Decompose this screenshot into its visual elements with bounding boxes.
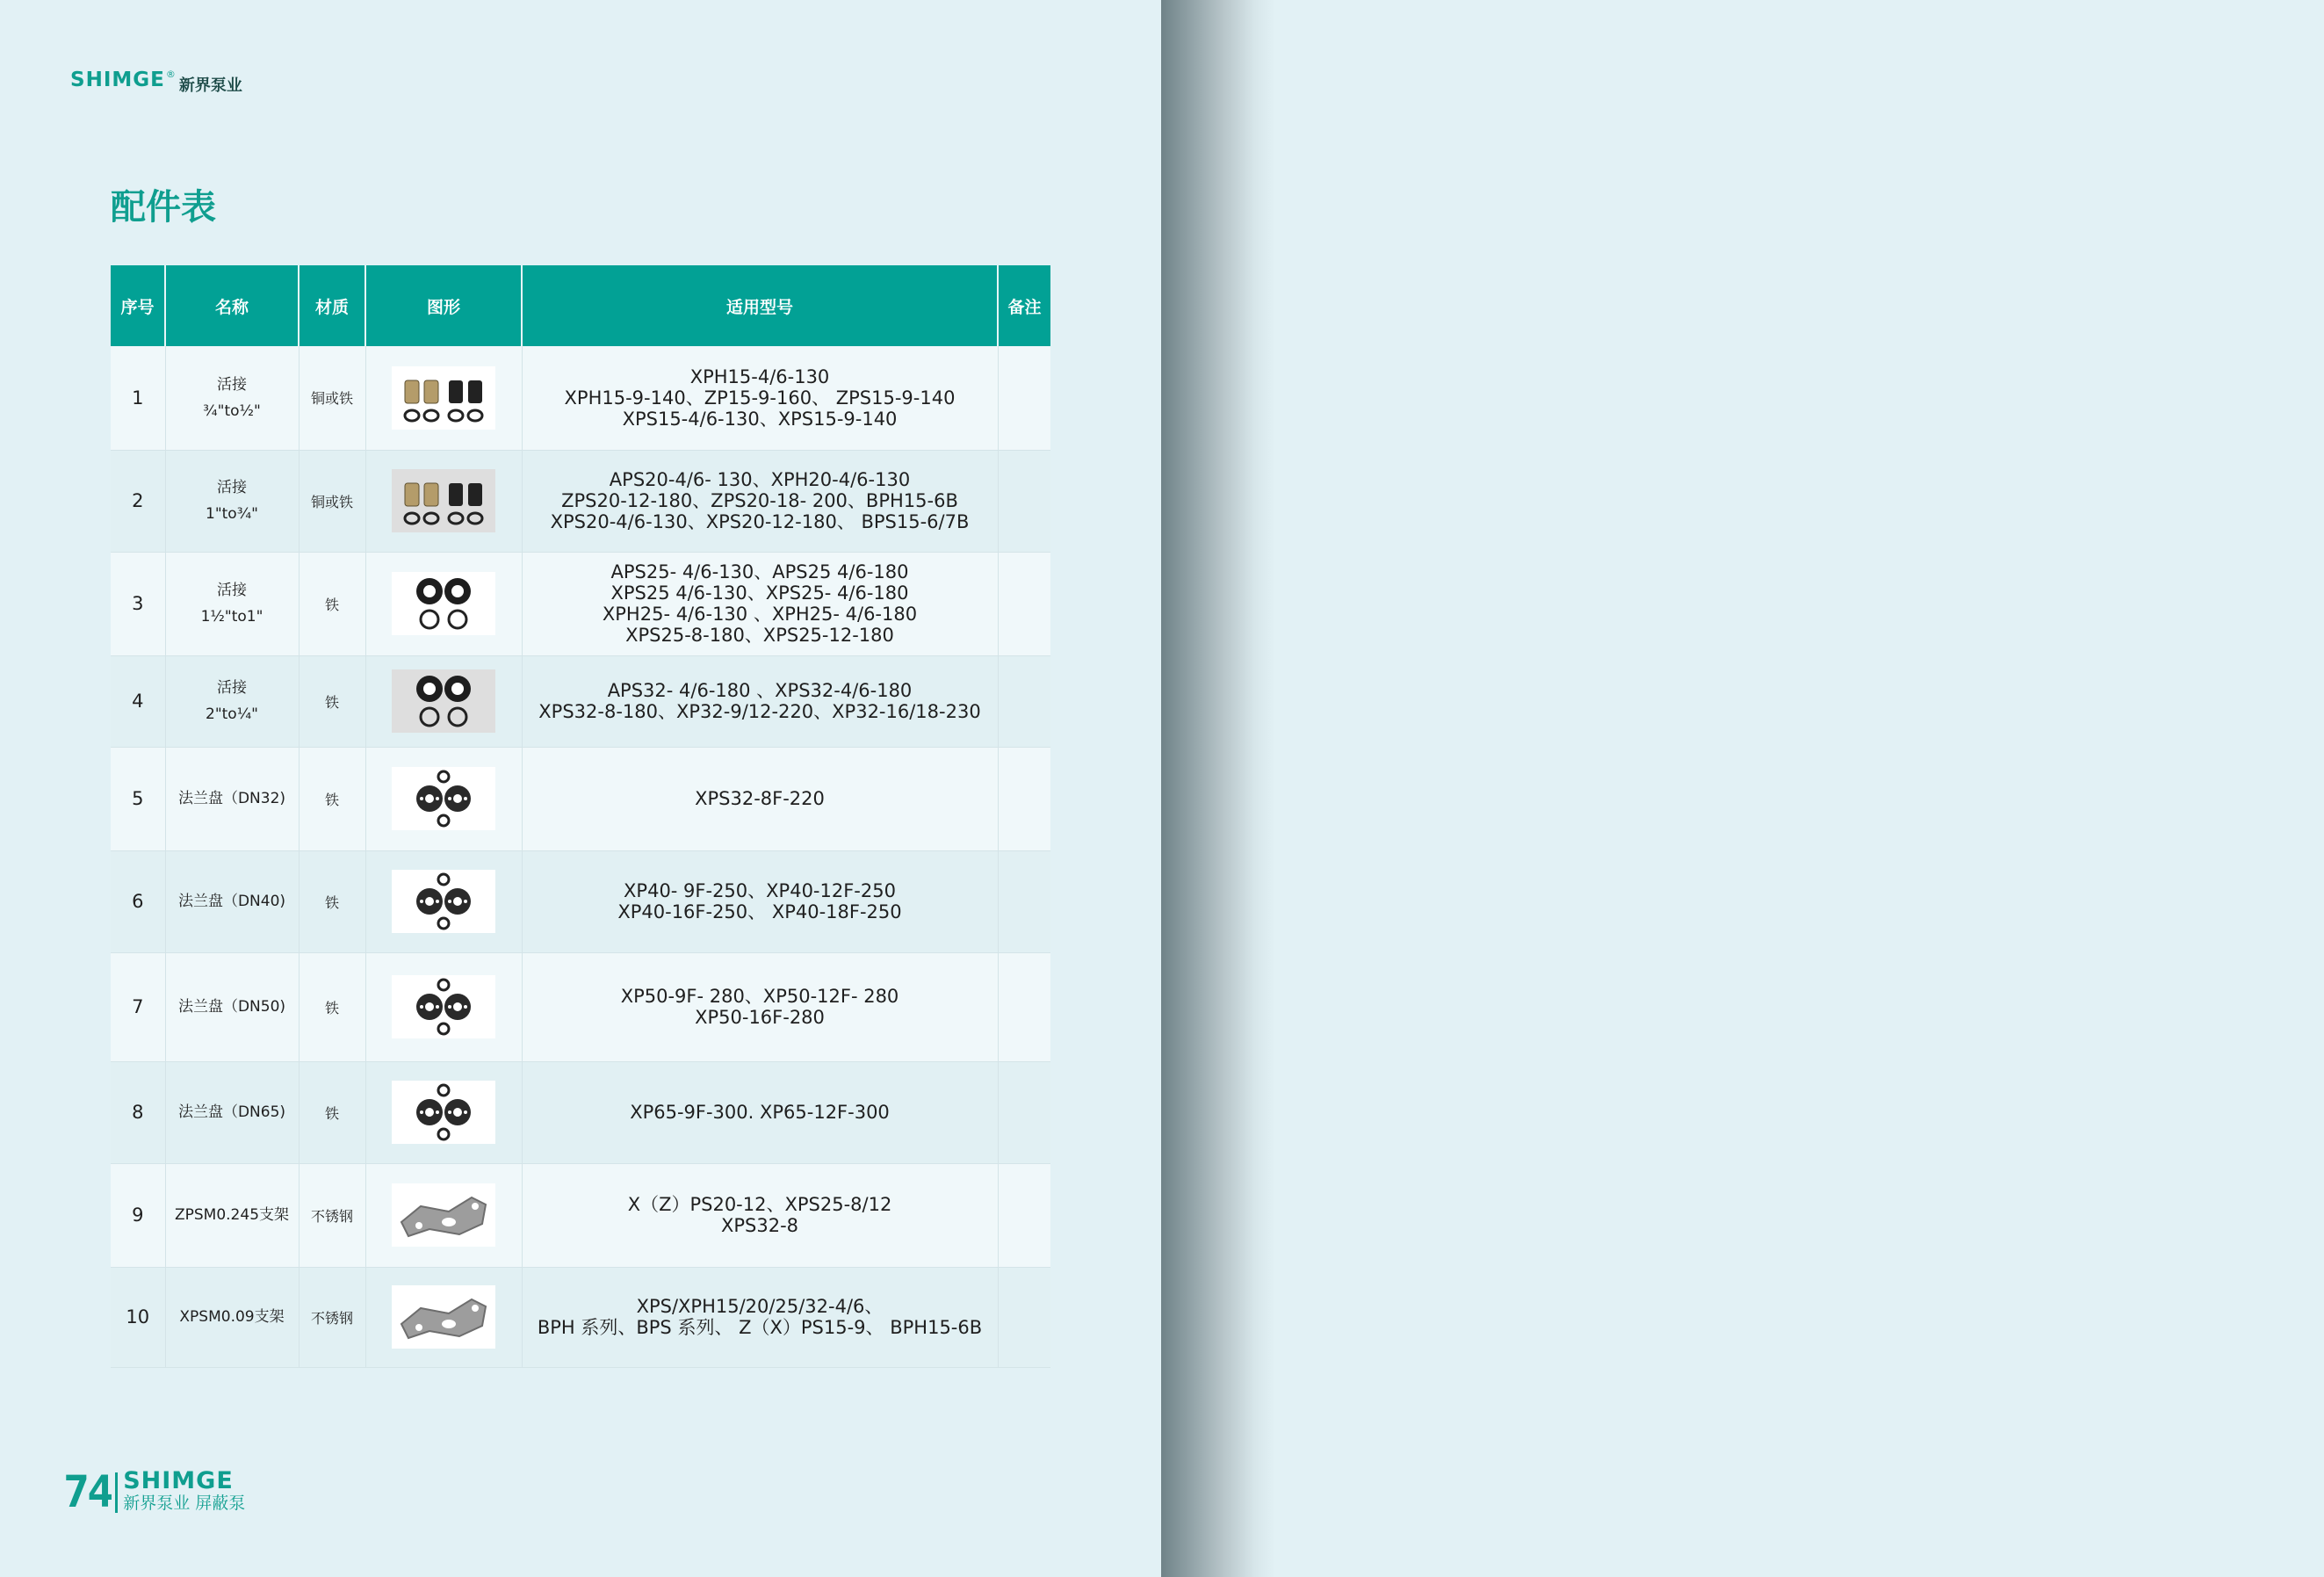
- table-row: [111, 952, 1050, 1061]
- flange-icon: [392, 870, 495, 933]
- model-line: XPS15-4/6-130、XPS15-9-140: [622, 408, 898, 430]
- cell-name: [165, 552, 299, 655]
- cell-material: 铁: [299, 850, 365, 952]
- union-fitting-mixed-icon: [392, 366, 495, 430]
- brand-logo: [70, 69, 242, 96]
- cell-models: [522, 1061, 998, 1163]
- model-line: XPS25-8-180、XPS25-12-180: [625, 625, 894, 646]
- part-name-line: 活接: [217, 582, 247, 599]
- registered-mark: ®: [165, 69, 176, 80]
- cell-no: 1: [111, 346, 165, 450]
- part-name-line: 2"to¼": [206, 705, 258, 723]
- cell-material: 铁: [299, 952, 365, 1061]
- model-line: XP40- 9F-250、XP40-12F-250: [624, 880, 896, 901]
- cell-no: 6: [111, 850, 165, 952]
- model-line: XP50-9F- 280、XP50-12F- 280: [620, 986, 899, 1007]
- model-line: APS20-4/6- 130、XPH20-4/6-130: [609, 469, 911, 490]
- part-name-line: 1½"to1": [200, 608, 263, 626]
- cell-no: 3: [111, 552, 165, 655]
- part-name-line: 活接: [217, 679, 247, 697]
- cell-material: 铁: [299, 747, 365, 850]
- bracket-icon: [392, 1285, 495, 1349]
- cell-name: [165, 1061, 299, 1163]
- cell-no: 2: [111, 450, 165, 552]
- cell-figure: [365, 450, 522, 552]
- cell-models: [522, 552, 998, 655]
- page-fold-shadow: [1161, 0, 1275, 1577]
- part-name-line: ZPSM0.245支架: [174, 1206, 290, 1224]
- cell-no: 7: [111, 952, 165, 1061]
- cell-material: 不锈钢: [299, 1163, 365, 1267]
- model-line: XPS20-4/6-130、XPS20-12-180、 BPS15-6/7B: [550, 511, 970, 532]
- cell-notes: [998, 952, 1050, 1061]
- table-row: [111, 1061, 1050, 1163]
- cell-material: 铁: [299, 1061, 365, 1163]
- cell-material: 铜或铁: [299, 450, 365, 552]
- cell-notes: [998, 655, 1050, 747]
- flange-icon: [392, 975, 495, 1038]
- cell-name: [165, 655, 299, 747]
- union-nut-icon: [392, 572, 495, 635]
- model-line: BPH 系列、BPS 系列、 Z（X）PS15-9、 BPH15-6B: [537, 1317, 983, 1338]
- cell-figure: [365, 952, 522, 1061]
- cell-figure: [365, 1267, 522, 1367]
- cell-no: 10: [111, 1267, 165, 1367]
- part-name-line: 活接: [217, 375, 247, 394]
- part-name-line: 法兰盘（DN65): [177, 1103, 286, 1121]
- right-page: [1275, 0, 2324, 1577]
- cell-notes: [998, 1163, 1050, 1267]
- cell-models: [522, 747, 998, 850]
- page-title: 配件表: [111, 187, 216, 228]
- part-name-line: 1"to¾": [206, 505, 258, 523]
- footer-brand-en: SHIMGE: [123, 1467, 234, 1494]
- header-notes: 备注: [998, 265, 1050, 346]
- table-row: [111, 850, 1050, 952]
- cell-notes: [998, 747, 1050, 850]
- cell-notes: [998, 450, 1050, 552]
- cell-name: [165, 346, 299, 450]
- cell-notes: [998, 1267, 1050, 1367]
- table-row: [111, 552, 1050, 655]
- cell-notes: [998, 346, 1050, 450]
- table-row: [111, 450, 1050, 552]
- cell-no: 9: [111, 1163, 165, 1267]
- page-number: 74: [63, 1466, 112, 1517]
- cell-notes: [998, 1061, 1050, 1163]
- header-material: 材质: [299, 265, 365, 346]
- union-fitting-mixed-icon: [392, 469, 495, 532]
- part-name-line: XPSM0.09支架: [179, 1308, 285, 1326]
- part-name-line: 法兰盘（DN50): [177, 998, 286, 1016]
- model-line: XPS25 4/6-130、XPS25- 4/6-180: [610, 582, 909, 604]
- model-line: XPS/XPH15/20/25/32-4/6、: [636, 1296, 884, 1317]
- flange-icon: [392, 1081, 495, 1144]
- header-figure: 图形: [365, 265, 522, 346]
- part-name-line: 法兰盘（DN32): [177, 790, 286, 807]
- flange-icon: [392, 767, 495, 830]
- cell-models: [522, 655, 998, 747]
- cell-name: [165, 747, 299, 850]
- cell-figure: [365, 747, 522, 850]
- table-row: [111, 655, 1050, 747]
- cell-material: 铁: [299, 552, 365, 655]
- cell-material: 不锈钢: [299, 1267, 365, 1367]
- cell-notes: [998, 850, 1050, 952]
- cell-name: [165, 952, 299, 1061]
- model-line: XPH15-9-140、ZP15-9-160、 ZPS15-9-140: [564, 387, 956, 409]
- model-line: APS25- 4/6-130、APS25 4/6-180: [610, 561, 909, 582]
- model-line: XP50-16F-280: [695, 1007, 825, 1028]
- model-line: XPS32-8F-220: [695, 788, 825, 809]
- part-name-line: ¾"to½": [203, 401, 261, 420]
- cell-name: [165, 450, 299, 552]
- model-line: XP40-16F-250、 XP40-18F-250: [617, 901, 902, 922]
- header-models: 适用型号: [522, 265, 998, 346]
- cell-figure: [365, 552, 522, 655]
- cell-no: 4: [111, 655, 165, 747]
- footer: [63, 1466, 246, 1517]
- cell-notes: [998, 552, 1050, 655]
- cell-models: [522, 1163, 998, 1267]
- table-row: [111, 1267, 1050, 1367]
- header-name: 名称: [165, 265, 299, 346]
- model-line: XPS32-8: [720, 1215, 799, 1236]
- model-line: XPH25- 4/6-130 、XPH25- 4/6-180: [602, 604, 918, 625]
- cell-material: 铜或铁: [299, 346, 365, 450]
- cell-models: [522, 1267, 998, 1367]
- cell-figure: [365, 850, 522, 952]
- table-row: [111, 747, 1050, 850]
- cell-models: [522, 346, 998, 450]
- table-header-row: [111, 265, 1050, 346]
- cell-models: [522, 952, 998, 1061]
- brand-name-cn: 新界泵业: [178, 76, 242, 95]
- cell-figure: [365, 1163, 522, 1267]
- cell-no: 8: [111, 1061, 165, 1163]
- cell-figure: [365, 655, 522, 747]
- model-line: XPS32-8-180、XP32-9/12-220、XP32-16/18-230: [538, 701, 981, 722]
- model-line: X（Z）PS20-12、XPS25-8/12: [627, 1194, 892, 1215]
- cell-figure: [365, 346, 522, 450]
- left-page: [0, 0, 1161, 1577]
- bracket-icon: [392, 1183, 495, 1247]
- model-line: XPH15-4/6-130: [689, 365, 830, 387]
- parts-table: [111, 265, 1050, 1368]
- model-line: XP65-9F-300. XP65-12F-300: [630, 1102, 890, 1123]
- cell-models: [522, 450, 998, 552]
- header-no: 序号: [111, 265, 165, 346]
- footer-brand-cn: 新界泵业 屏蔽泵: [123, 1494, 246, 1513]
- model-line: APS32- 4/6-180 、XPS32-4/6-180: [607, 680, 913, 701]
- cell-name: [165, 850, 299, 952]
- cell-material: 铁: [299, 655, 365, 747]
- footer-divider: [115, 1472, 118, 1513]
- part-name-line: 活接: [217, 479, 247, 496]
- cell-no: 5: [111, 747, 165, 850]
- cell-figure: [365, 1061, 522, 1163]
- model-line: ZPS20-12-180、ZPS20-18- 200、BPH15-6B: [561, 490, 958, 511]
- brand-name-en: SHIMGE: [70, 69, 165, 91]
- table-row: [111, 1163, 1050, 1267]
- cell-name: [165, 1163, 299, 1267]
- table-row: [111, 346, 1050, 450]
- part-name-line: 法兰盘（DN40): [177, 893, 286, 910]
- cell-name: [165, 1267, 299, 1367]
- union-nut-icon: [392, 669, 495, 733]
- cell-models: [522, 850, 998, 952]
